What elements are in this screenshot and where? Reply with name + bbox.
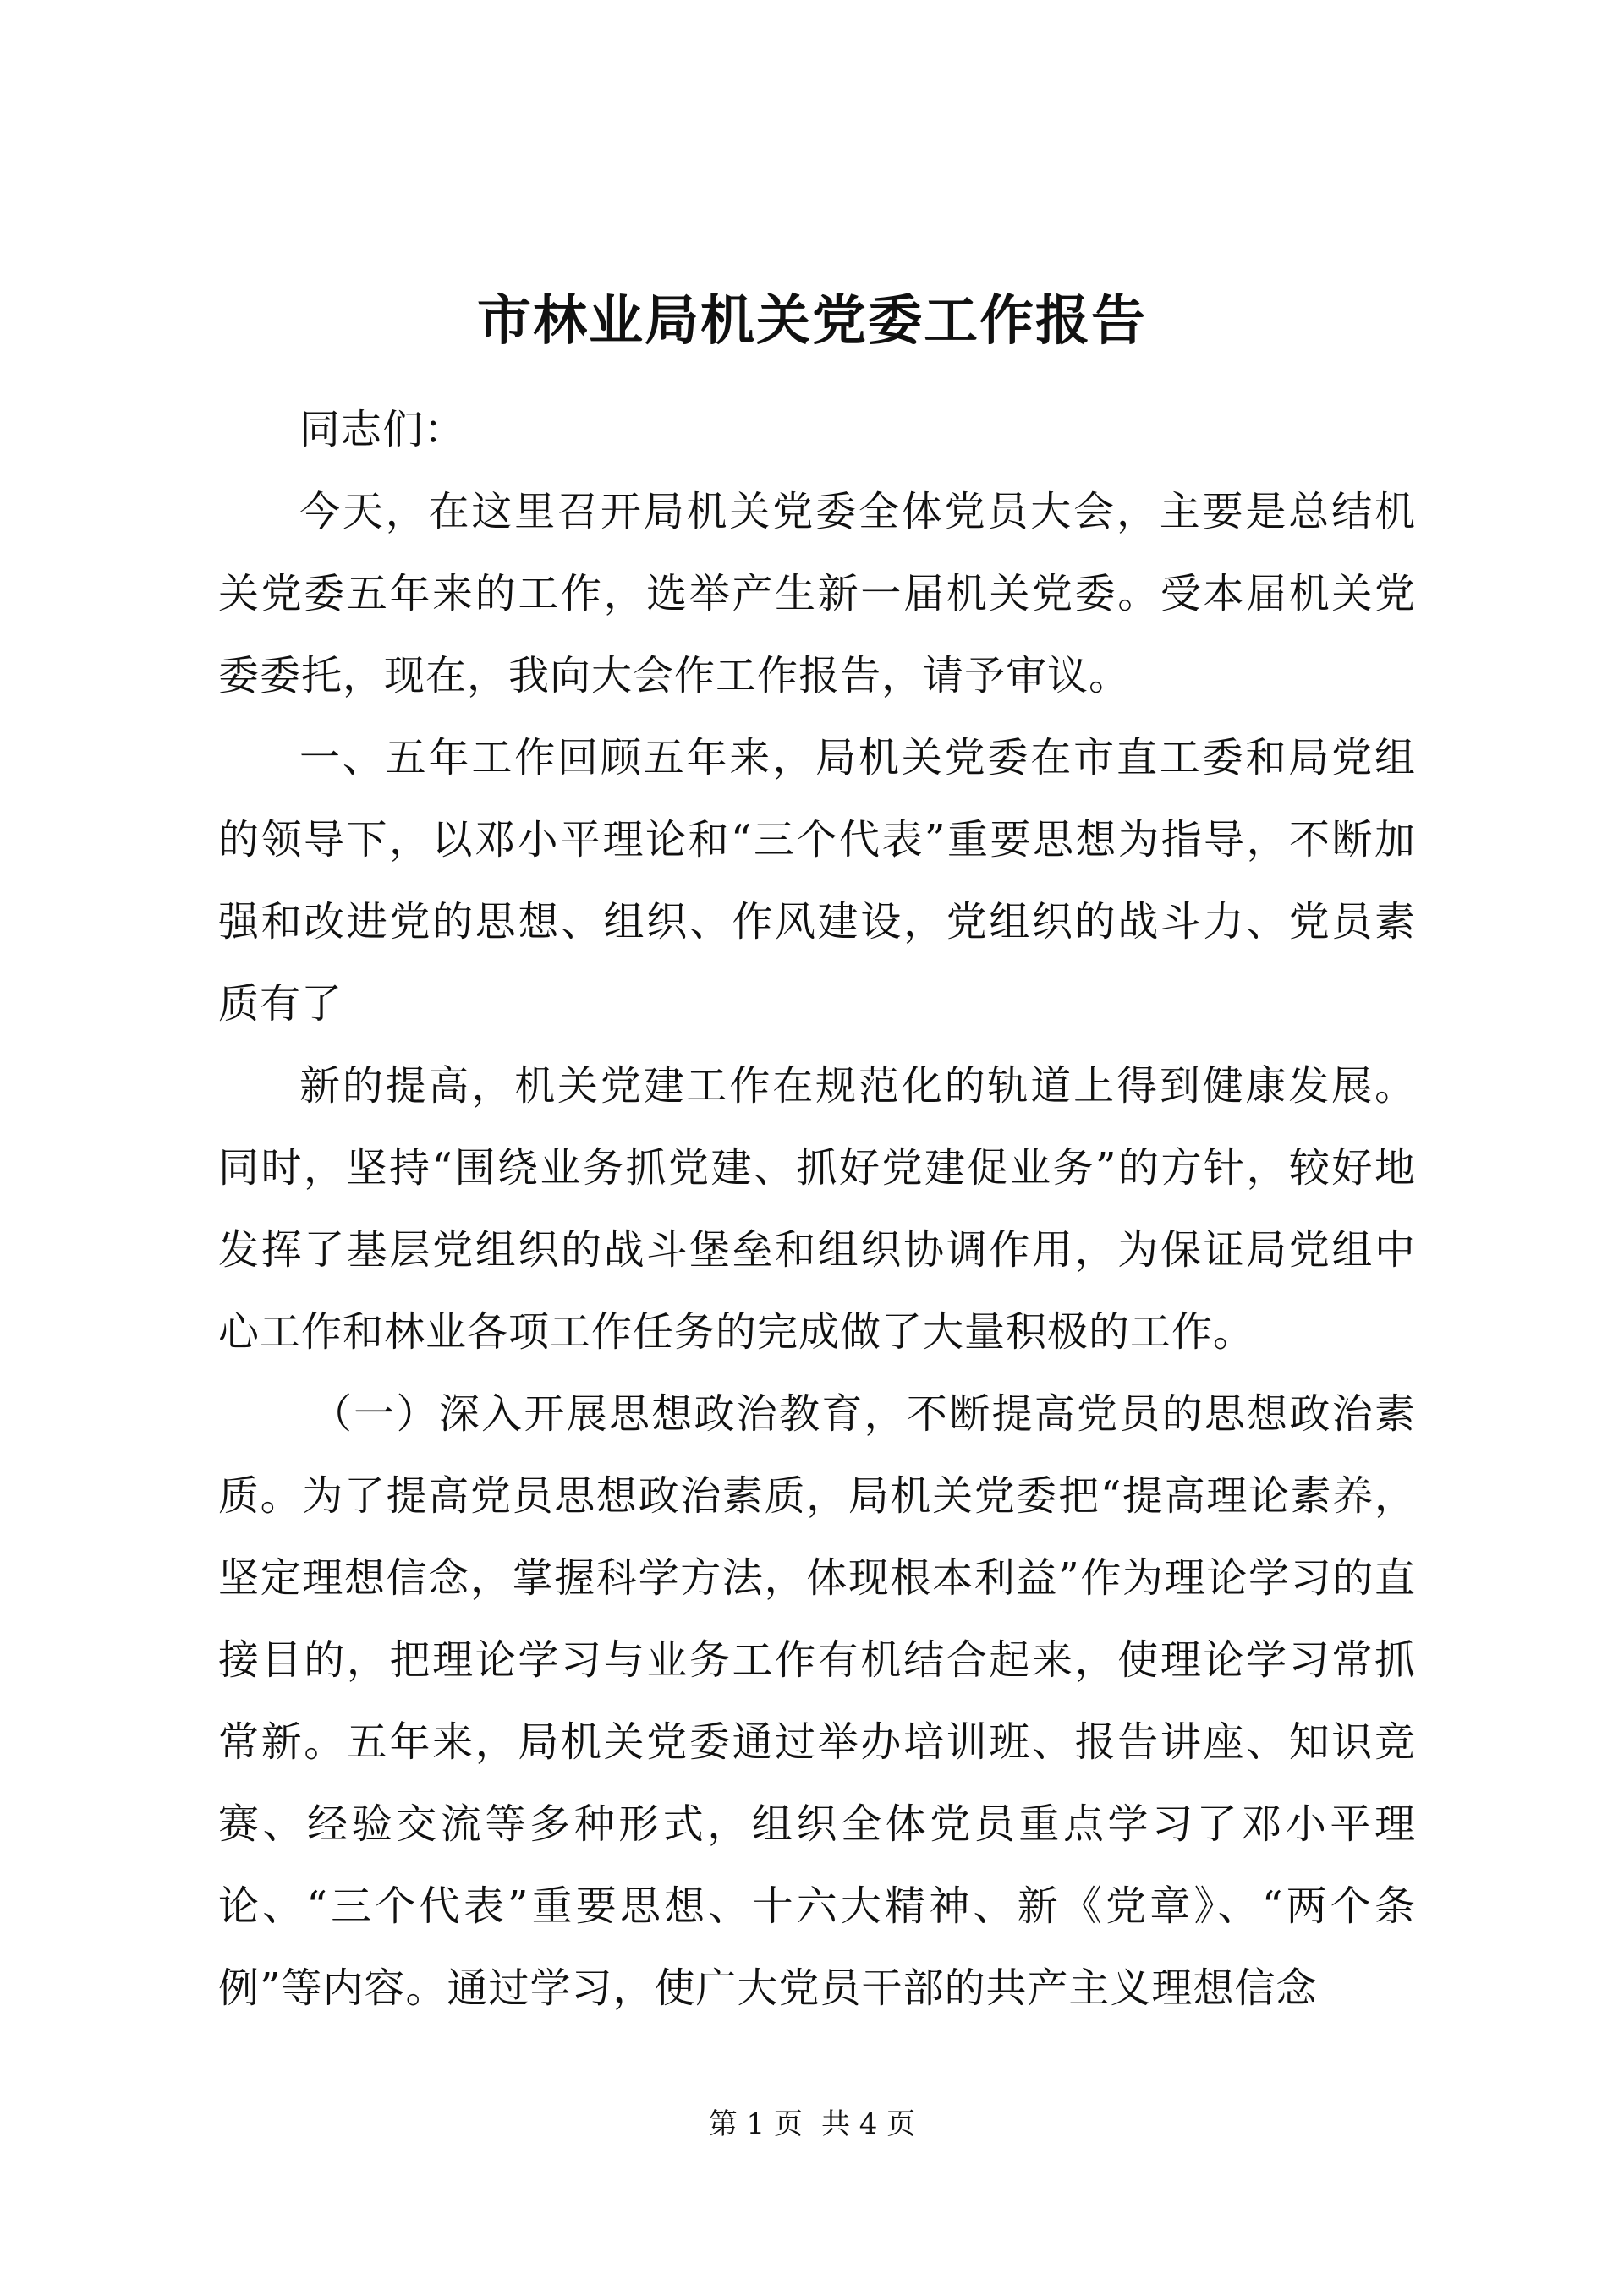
paragraph-continuation: 新的提高，机关党建工作在规范化的轨道上得到健康发展。同时，坚持“围绕业务抓党建、抓好党建促业务”的方针，较好地发挥了基层党组织的战斗堡垒和组织协调作用，为保证局党组中心工作和林业各项工作任务的完成做了大量积极的工作。 bbox=[218, 1062, 1416, 1356]
document-title: 市林业局机关党委工作报告 bbox=[477, 289, 1147, 353]
document-body bbox=[218, 389, 1416, 2030]
page-total: 共 4 页 bbox=[821, 2107, 916, 2141]
page-footer bbox=[0, 2103, 1624, 2145]
salutation: 同志们： bbox=[299, 406, 466, 453]
paragraph-intro: 今天，在这里召开局机关党委全体党员大会，主要是总结机关党委五年来的工作，选举产生新一届机关党委。受本届机关党委委托，现在，我向大会作工作报告，请予审议。 bbox=[218, 488, 1416, 699]
paragraph-review: 一、五年工作回顾五年来，局机关党委在市直工委和局党组的领导下，以邓小平理论和“三个代表”重要思想为指导，不断加强和改进党的思想、组织、作风建设，党组织的战斗力、党员素质有了 bbox=[218, 734, 1416, 1027]
page-number: 第 1 页 bbox=[708, 2107, 803, 2141]
paragraph-section-one: （一）深入开展思想政治教育，不断提高党员的思想政治素质。为了提高党员思想政治素质，局机关党委把“提高理论素养，坚定理想信念，掌握科学方法，体现根本利益”作为理论学习的直接目的，把理论学习与业务工作有机结合起来，使理论学习常抓常新。五年来，局机关党委通过举办培训班、报告讲座、知识竞赛、经验交流等多种形式，组织全体党员重点学习了邓小平理论、“三个代表”重要思想、十六大精神、新《党章》、“两个条例”等内容。通过学习，使广大党员干部的共产主义理想信念 bbox=[218, 1390, 1416, 2012]
